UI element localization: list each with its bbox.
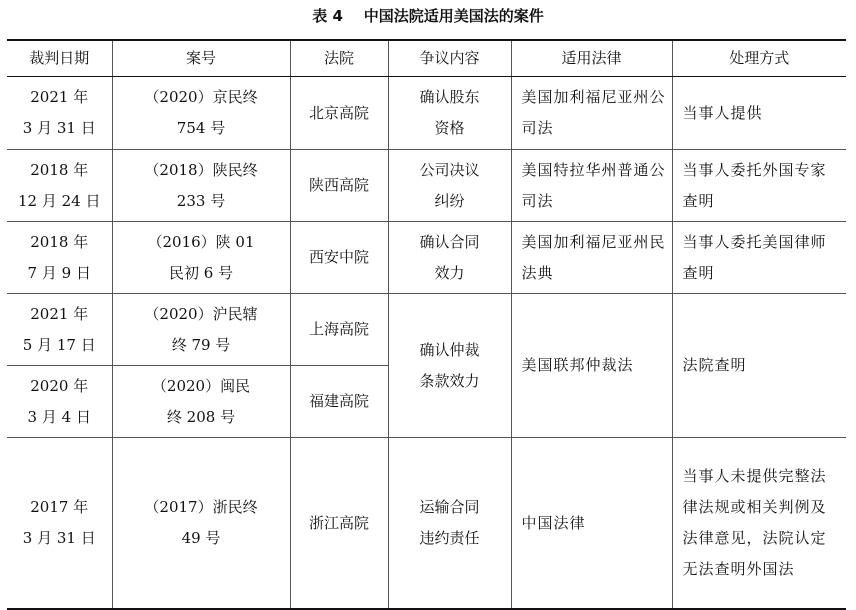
cell-court: 西安中院 xyxy=(290,222,388,294)
cases-table xyxy=(7,39,846,610)
header-case-number: 案号 xyxy=(112,40,290,77)
header-dispute: 争议内容 xyxy=(388,40,511,77)
cell-date: 2018 年 7 月 9 日 xyxy=(7,222,112,294)
cell-dispute: 确认合同 效力 xyxy=(388,222,511,294)
header-handling: 处理方式 xyxy=(672,40,846,77)
header-court: 法院 xyxy=(290,40,388,77)
table-title: 表 4 中国法院适用美国法的案件 xyxy=(312,7,544,25)
cell-dispute: 确认股东 资格 xyxy=(388,77,511,150)
cell-case-number: （2020）闽民 终 208 号 xyxy=(112,366,290,438)
cell-case-number: （2020）沪民辖 终 79 号 xyxy=(112,294,290,366)
header-applicable-law: 适用法律 xyxy=(511,40,672,77)
cell-date: 2020 年 3 月 4 日 xyxy=(7,366,112,438)
table-row xyxy=(7,222,846,294)
cell-case-number: （2016）陕 01 民初 6 号 xyxy=(112,222,290,294)
cell-applicable-law: 美国联邦仲裁法 xyxy=(511,294,672,438)
cell-handling: 当事人提供 xyxy=(672,77,846,150)
table-header-row xyxy=(7,40,846,77)
cell-date: 2017 年 3 月 31 日 xyxy=(7,438,112,610)
cell-case-number: （2017）浙民终 49 号 xyxy=(112,438,290,610)
cell-applicable-law: 美国加利福尼亚州民法典 xyxy=(511,222,672,294)
cell-court: 北京高院 xyxy=(290,77,388,150)
cell-court: 福建高院 xyxy=(290,366,388,438)
cell-dispute: 运输合同 违约责任 xyxy=(388,438,511,610)
cell-handling: 法院查明 xyxy=(672,294,846,438)
cell-dispute: 公司决议 纠纷 xyxy=(388,150,511,222)
cell-handling: 当事人委托外国专家查明 xyxy=(672,150,846,222)
cell-court: 陕西高院 xyxy=(290,150,388,222)
cell-court: 上海高院 xyxy=(290,294,388,366)
cell-date: 2018 年 12 月 24 日 xyxy=(7,150,112,222)
cell-applicable-law: 中国法律 xyxy=(511,438,672,610)
cell-case-number: （2018）陕民终 233 号 xyxy=(112,150,290,222)
cell-dispute: 确认仲裁 条款效力 xyxy=(388,294,511,438)
table-row xyxy=(7,150,846,222)
cell-court: 浙江高院 xyxy=(290,438,388,610)
cell-applicable-law: 美国加利福尼亚州公司法 xyxy=(511,77,672,150)
cell-case-number: （2020）京民终 754 号 xyxy=(112,77,290,150)
cell-handling: 当事人委托美国律师查明 xyxy=(672,222,846,294)
cell-date: 2021 年 5 月 17 日 xyxy=(7,294,112,366)
table-row xyxy=(7,438,846,610)
header-date: 裁判日期 xyxy=(7,40,112,77)
table-row xyxy=(7,77,846,150)
cell-applicable-law: 美国特拉华州普通公司法 xyxy=(511,150,672,222)
table-row xyxy=(7,294,846,366)
cell-date: 2021 年 3 月 31 日 xyxy=(7,77,112,150)
cell-handling: 当事人未提供完整法律法规或相关判例及法律意见，法院认定无法查明外国法 xyxy=(672,438,846,610)
